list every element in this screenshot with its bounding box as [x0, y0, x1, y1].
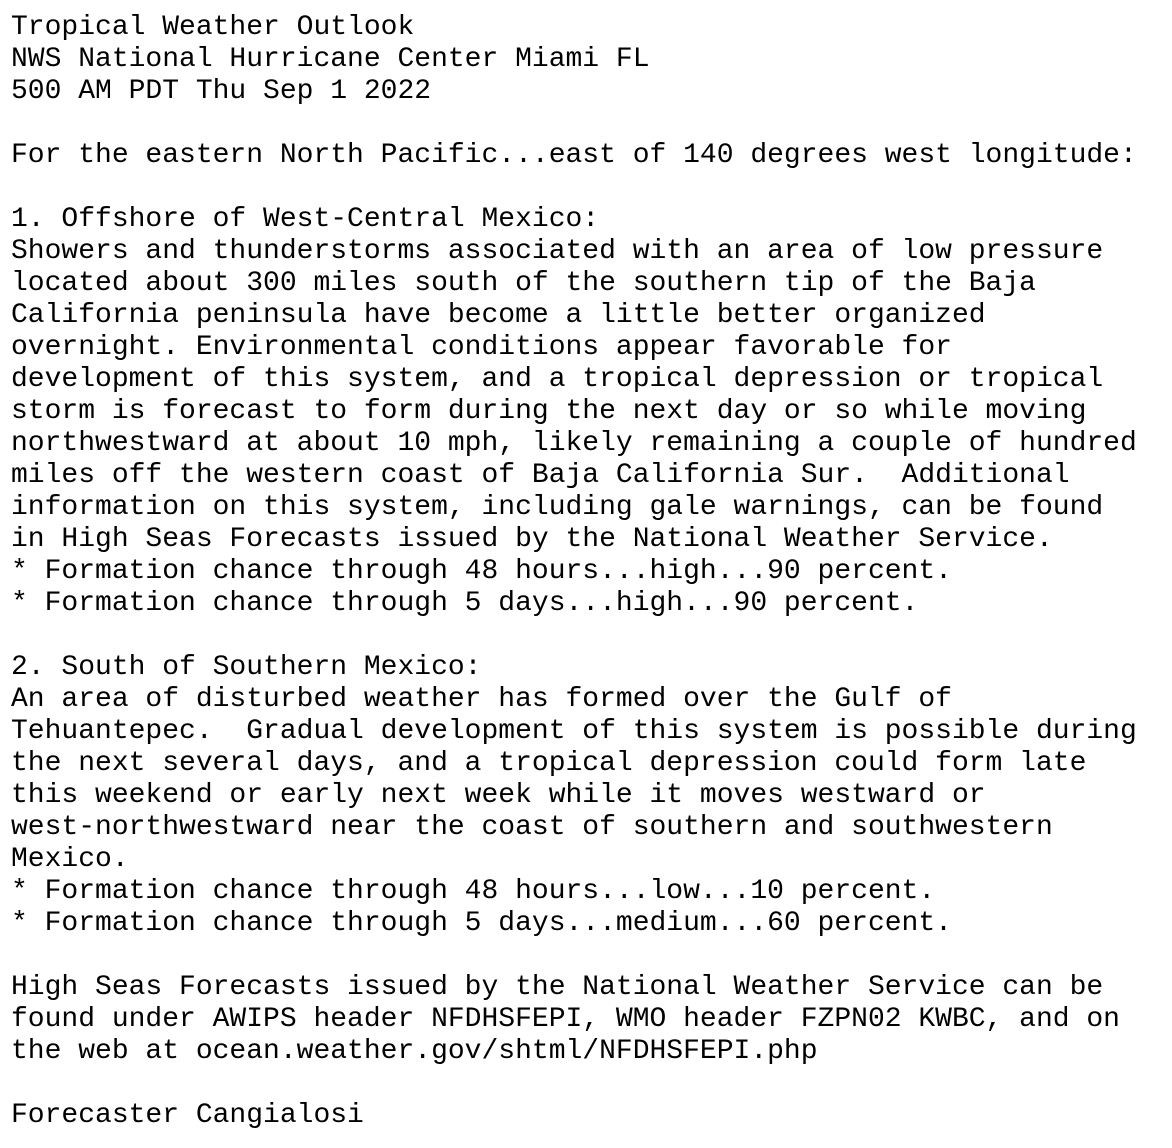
- document-line: California peninsula have become a little better organized: [11, 300, 986, 331]
- document-line: Tehuantepec. Gradual development of this system is possible during: [11, 716, 1137, 747]
- document-line: information on this system, including gale warnings, can be found: [11, 492, 1104, 523]
- document-line: NWS National Hurricane Center Miami FL: [11, 44, 650, 75]
- document-line: located about 300 miles south of the southern tip of the Baja: [11, 268, 1036, 299]
- document-line: * Formation chance through 48 hours...low...10 percent.: [11, 876, 936, 907]
- document-line: Mexico.: [11, 844, 129, 875]
- document-line: [11, 172, 1172, 204]
- document-line: 1. Offshore of West-Central Mexico:: [11, 204, 600, 235]
- document-line: miles off the western coast of Baja California Sur. Additional: [11, 460, 1070, 491]
- document-line: * Formation chance through 5 days...medium...60 percent.: [11, 908, 952, 939]
- document-line: [11, 108, 1172, 140]
- document-line: northwestward at about 10 mph, likely remaining a couple of hundred: [11, 428, 1137, 459]
- document-line: the next several days, and a tropical depression could form late: [11, 748, 1087, 779]
- document-line: [11, 940, 1172, 972]
- document-line: For the eastern North Pacific...east of 140 degrees west longitude:: [11, 140, 1137, 171]
- document-line: Showers and thunderstorms associated with an area of low pressure: [11, 236, 1104, 267]
- document-line: this weekend or early next week while it moves westward or: [11, 780, 986, 811]
- document-line: Tropical Weather Outlook: [11, 12, 415, 43]
- document-line: Forecaster Cangialosi: [11, 1100, 364, 1131]
- document-line: in High Seas Forecasts issued by the National Weather Service.: [11, 524, 1053, 555]
- document-line: [11, 1068, 1172, 1100]
- document-line: 500 AM PDT Thu Sep 1 2022: [11, 76, 432, 107]
- document-line: storm is forecast to form during the next day or so while moving: [11, 396, 1087, 427]
- document-line: overnight. Environmental conditions appear favorable for: [11, 332, 952, 363]
- document-line: 2. South of Southern Mexico:: [11, 652, 482, 683]
- document-line: found under AWIPS header NFDHSFEPI, WMO header FZPN02 KWBC, and on: [11, 1004, 1120, 1035]
- document-line: [11, 620, 1172, 652]
- document-line: the web at ocean.weather.gov/shtml/NFDHSFEPI.php: [11, 1036, 818, 1067]
- document-line: west-northwestward near the coast of southern and southwestern: [11, 812, 1053, 843]
- document-line: High Seas Forecasts issued by the National Weather Service can be: [11, 972, 1104, 1003]
- document-line: development of this system, and a tropical depression or tropical: [11, 364, 1104, 395]
- document-line: * Formation chance through 5 days...high...90 percent.: [11, 588, 919, 619]
- document-line: An area of disturbed weather has formed over the Gulf of: [11, 684, 952, 715]
- document-line: * Formation chance through 48 hours...high...90 percent.: [11, 556, 952, 587]
